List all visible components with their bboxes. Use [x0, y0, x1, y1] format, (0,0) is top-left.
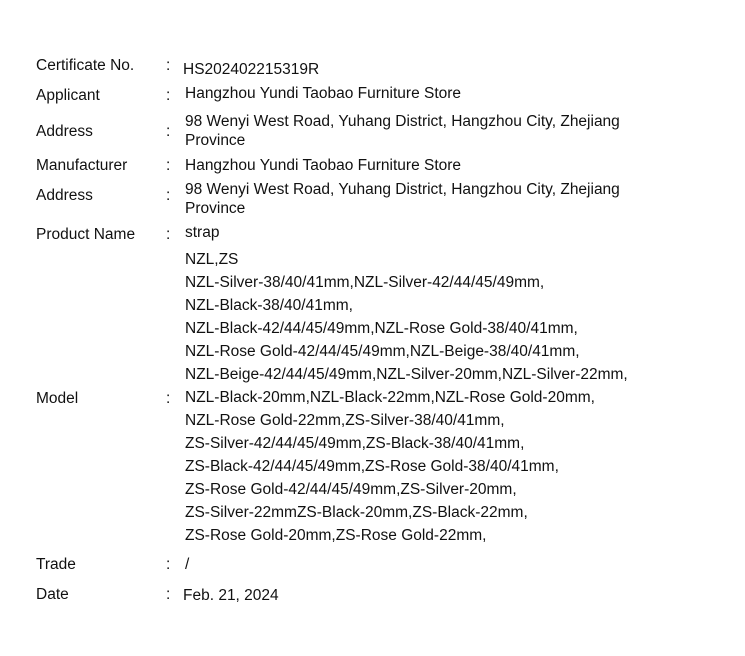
manufacturer-address-label: Address [36, 187, 93, 204]
separator-colon: : [166, 187, 171, 204]
separator-colon: : [166, 57, 171, 74]
separator-colon: : [166, 586, 171, 603]
manufacturer-value: Hangzhou Yundi Taobao Furniture Store [185, 157, 462, 174]
model-line: ZS-Silver-42/44/45/49mm,ZS-Black-38/40/41mm, [185, 435, 525, 452]
model-line: NZL-Silver-38/40/41mm,NZL-Silver-42/44/45/49mm, [185, 274, 545, 291]
model-list [185, 248, 725, 547]
separator-colon: : [166, 556, 171, 573]
model-line: ZS-Rose Gold-20mm,ZS-Rose Gold-22mm, [185, 527, 487, 544]
trade-label: Trade [36, 556, 76, 573]
model-line: NZL-Rose Gold-42/44/45/49mm,NZL-Beige-38/40/41mm, [185, 343, 580, 360]
manufacturer-address-value [185, 180, 685, 218]
model-line: NZL-Black-38/40/41mm, [185, 297, 353, 314]
applicant-address-line-2: Province [185, 132, 246, 149]
model-line: NZL-Black-42/44/45/49mm,NZL-Rose Gold-38/40/41mm, [185, 320, 578, 337]
product-name-label: Product Name [36, 226, 136, 243]
date-label: Date [36, 586, 69, 603]
applicant-address-label: Address [36, 123, 93, 140]
model-line: ZS-Silver-22mmZS-Black-20mm,ZS-Black-22mm, [185, 504, 528, 521]
applicant-address-value [185, 112, 685, 150]
separator-colon: : [166, 157, 171, 174]
model-line: NZL-Beige-42/44/45/49mm,NZL-Silver-20mm,NZL-Silver-22mm, [185, 366, 628, 383]
date-value: Feb. 21, 2024 [183, 587, 279, 604]
model-line: NZL-Rose Gold-22mm,ZS-Silver-38/40/41mm, [185, 412, 505, 429]
separator-colon: : [166, 226, 171, 243]
separator-colon: : [166, 87, 171, 104]
model-line: ZS-Rose Gold-42/44/45/49mm,ZS-Silver-20mm, [185, 481, 517, 498]
manufacturer-address-line-1: 98 Wenyi West Road, Yuhang District, Hangzhou City, Zhejiang [185, 181, 620, 198]
model-line: ZS-Black-42/44/45/49mm,ZS-Rose Gold-38/40/41mm, [185, 458, 559, 475]
manufacturer-label: Manufacturer [36, 157, 128, 174]
certificate-label: Certificate No. [36, 57, 135, 74]
applicant-address-line-1: 98 Wenyi West Road, Yuhang District, Hangzhou City, Zhejiang [185, 113, 620, 130]
separator-colon: : [166, 390, 171, 407]
trade-value: / [185, 556, 190, 573]
applicant-label: Applicant [36, 87, 100, 104]
manufacturer-address-line-2: Province [185, 200, 246, 217]
separator-colon: : [166, 123, 171, 140]
certificate-number: HS202402215319R [183, 61, 320, 78]
model-line: NZL-Black-20mm,NZL-Black-22mm,NZL-Rose Gold-20mm, [185, 389, 595, 406]
product-name-value: strap [185, 224, 220, 241]
model-line: NZL,ZS [185, 251, 239, 268]
applicant-value: Hangzhou Yundi Taobao Furniture Store [185, 85, 462, 102]
model-label: Model [36, 390, 79, 407]
